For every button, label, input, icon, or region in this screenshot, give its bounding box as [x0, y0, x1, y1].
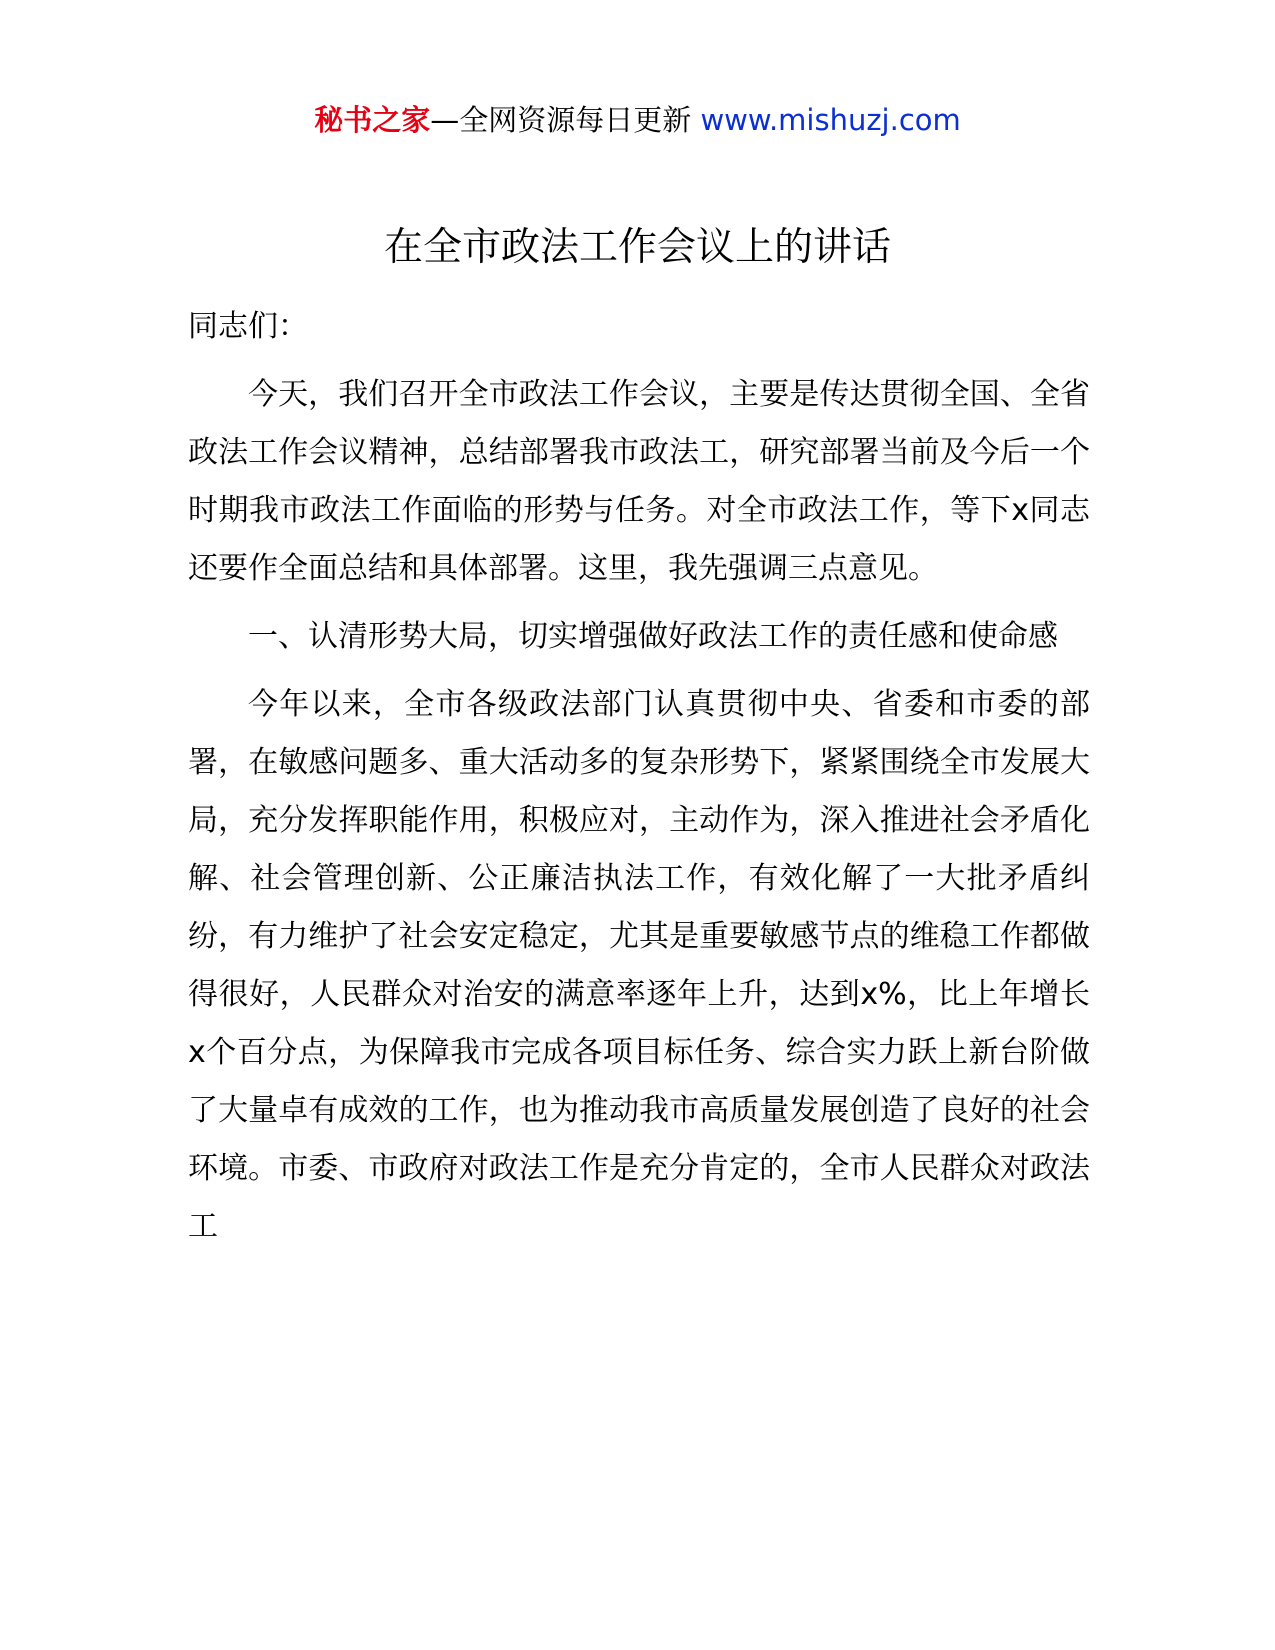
- document-title: 在全市政法工作会议上的讲话: [383, 225, 891, 270]
- section-heading-1: 一、认清形势大局，切实增强做好政法工作的责任感和使命感: [248, 619, 1058, 654]
- site-header: [0, 98, 1275, 142]
- header-tagline: —全网资源每日更新: [430, 103, 701, 137]
- brand-name: 秘书之家: [314, 103, 431, 137]
- paragraph-achievements: 今年以来，全市各级政法部门认真贯彻中央、省委和市委的部署，在敏感问题多、重大活动多的复杂形势下，紧紧围绕全市发展大局，充分发挥职能作用，积极应对，主动作为，深入推进社会矛盾化解、社会管理创新、公正廉洁执法工作，有效化解了一大批矛盾纠纷，有力维护了社会安定稳定，尤其是重要敏感节点的维稳工作都做得很好，人民群众对治安的满意率逐年上升，达到x%，比上年增长x个百分点，为保障我市完成各项目标任务、综合实力跃上新台阶做了大量卓有成效的工作，也为推动我市高质量发展创造了良好的社会环境。市委、市政府对政法工作是充分肯定的，全市人民群众对政法工: [188, 687, 1090, 1244]
- document-body: [188, 298, 1090, 1266]
- paragraph-intro: 今天，我们召开全市政法工作会议，主要是传达贯彻全国、全省政法工作会议精神，总结部署我市政法工，研究部署当前及今后一个时期我市政法工作面临的形势与任务。对全市政法工作，等下x同志还要作全面总结和具体部署。这里，我先强调三点意见。: [188, 377, 1090, 586]
- site-url-link[interactable]: www.mishuzj.com: [700, 103, 961, 137]
- salutation: 同志们：: [188, 309, 308, 344]
